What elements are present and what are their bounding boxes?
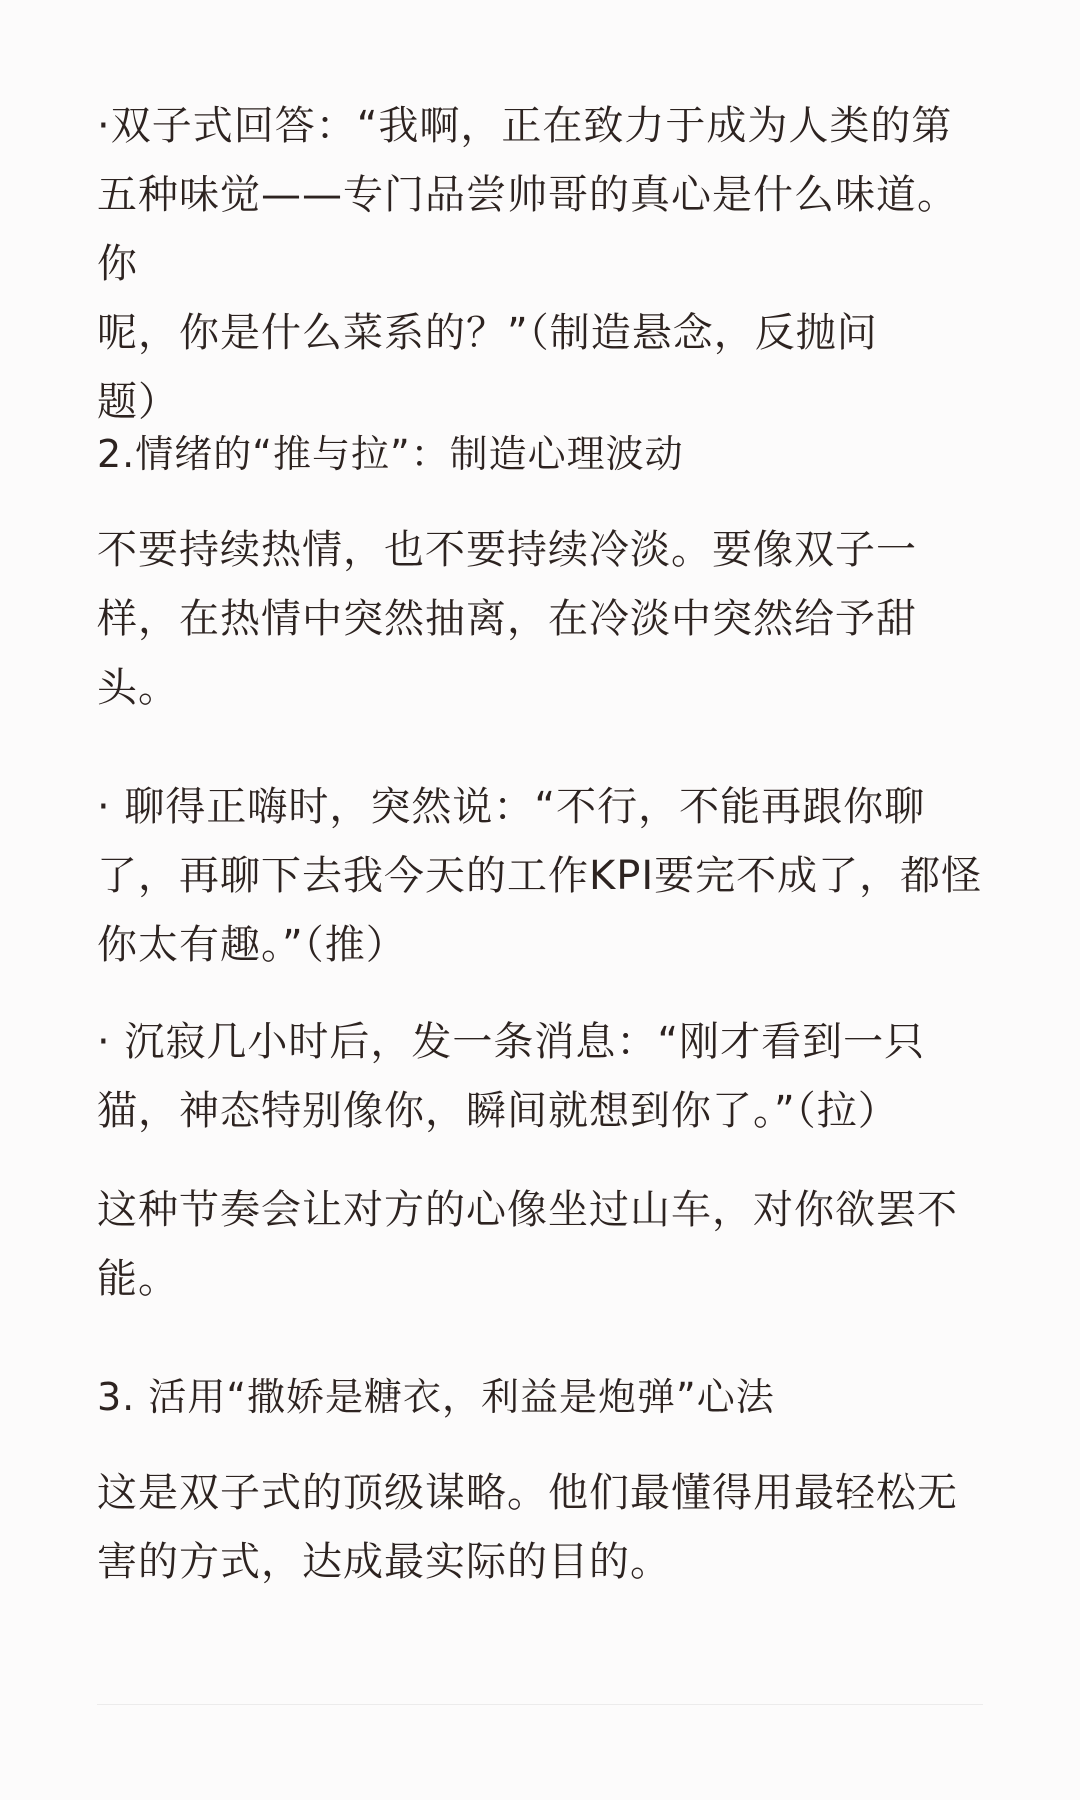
bullet-pull-example: · 沉寂几小时后，发一条消息：“刚才看到一只 猫，神态特别像你，瞬间就想到你了。”（拉） xyxy=(97,1019,926,1134)
section-heading-push-pull: 2.情绪的“推与拉”：制造心理波动 xyxy=(97,432,684,476)
bullet-push-example: · 聊得正嗨时，突然说：“不行，不能再跟你聊 了，再聊下去我今天的工作KPI要完不成了，都怪 你太有趣。”（推） xyxy=(97,784,983,968)
bottom-divider xyxy=(97,1704,983,1705)
bullet-gemini-answer: ·双子式回答：“我啊，正在致力于成为人类的第 五种味觉——专门品尝帅哥的真心是什么味道。你 呢，你是什么菜系的？”（制造悬念，反抛问 题） xyxy=(97,103,958,425)
paragraph-top-strategy: 这是双子式的顶级谋略。他们最懂得用最轻松无 害的方式，达成最实际的目的。 xyxy=(97,1470,958,1585)
section-heading-sugar-coat: 3. 活用“撒娇是糖衣，利益是炮弹”心法 xyxy=(97,1375,775,1419)
paragraph-rollercoaster: 这种节奏会让对方的心像坐过山车，对你欲罢不 能。 xyxy=(97,1187,958,1302)
paragraph-push-pull-intro: 不要持续热情，也不要持续冷淡。要像双子一 样，在热情中突然抽离，在冷淡中突然给予甜 头。 xyxy=(97,527,917,711)
